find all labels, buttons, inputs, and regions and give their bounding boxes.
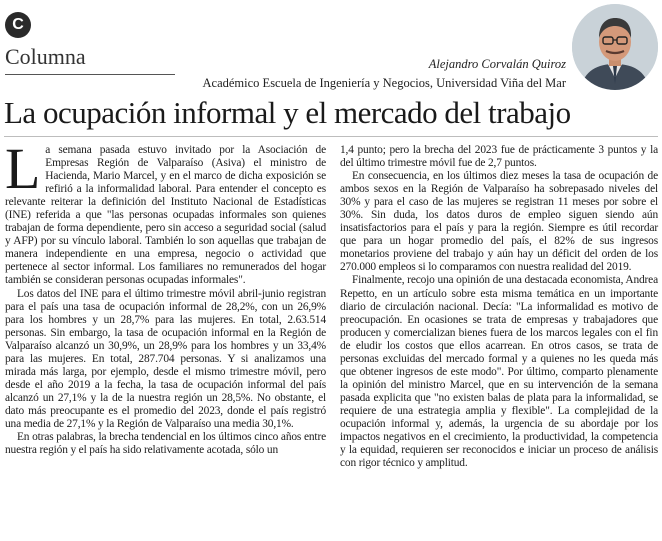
author-photo <box>572 4 658 90</box>
paragraph: En consecuencia, en los últimos diez meses la tasa de ocupación de ambos sexos en la Región de Valparaíso ha sobrepasado niveles del 30% y para el caso de las mujeres se registran 11 meses por sobre el 30%. Sin duda, los datos duros de empleo siguen siendo aún insatisfactorios para el país y para la región. Siempre es útil recordar que para un hogar promedio del país, el 82% de sus ingresos monetarios proviene del trabajo y aún hay un déficit del orden de los 270.000 empleos si lo comparamos con nuestra realidad del 2019. <box>340 170 658 274</box>
drop-cap: L <box>5 136 41 201</box>
author-portrait-image <box>572 4 658 90</box>
paragraph: Los datos del INE para el último trimestre móvil abril-junio registran para el país una tasa de ocupación informal de 28,2%, con un 26,9% para los hombres y un 28,7% para las mujeres. En total, 2.63.514 personas. Sin embargo, la tasa de ocupación informal en la Región de Valparaíso alcanzó un 30,9%, un 28,9% para los hombres y un 33,4% para las mujeres. En total, 287.704 personas. Y si analizamos una mirada más larga, por ejemplo, desde el mismo trimestre móvil, pero desde el año 2019 a la fecha, la tasa de ocupación informal del país alcanzó un 27,1% y la de la nuestra región un 28,5%. No obstante, el dato más preocupante es el promedio del 2023, donde el país registró una media de 27,1% y la Región de Valparaíso una media 30,1%. <box>5 287 326 430</box>
headline-divider <box>4 136 658 137</box>
section-label: Columna <box>5 44 86 69</box>
article-column-1 <box>5 136 326 457</box>
paragraph-text: a semana pasada estuvo invitado por la Asociación de Empresas Región de Valparaíso (Asiva) el ministro de Hacienda, Mario Marcel, y en el marco de dicha exposición se refirió a la informalidad laboral. Para entender el concepto es relevante reiterar la definición del Instituto Nacional de Estadísticas (INE) referida a que "las personas ocupadas informales son quienes trabajan de forma dependiente, pero sin acceso a seguridad social (salud y AFP) por su vínculo laboral. También lo son aquellas que trabajan de manera independiente en una empresa, negocio o actividad que pertenece al sector informal. Los familiares no remunerados del hogar también se consideran personas ocupadas informales". <box>5 144 326 287</box>
column-badge: C <box>5 12 31 38</box>
paragraph: Finalmente, recojo una opinión de una destacada economista, Andrea Repetto, en un artículo sobre esta misma temática en un importante diario de circulación nacional. Decía: "La informalidad es motivo de preocupación. En ocasiones se trata de empresas y trabajadores que producen y comercializan bienes fuera de los marcos legales con el fin de eludir los costos que ellos acarrean. En otros casos, se trata de personas excluidas del mercado formal y a quienes no les queda más que obtener ingresos de este modo". Por último, comparto plenamente la opinión del ministro Marcel, que en su intervención de la semana pasada explicita que "no existen balas de plata para la informalidad, se requiere de una estrategia amplia y flexible". La complejidad de la ocupación informal y, además, la urgencia de su abordaje por los impactos negativos en el crecimiento, la productividad, la competencia y la equidad, requieren ser reconocidos e iniciar un proceso de análisis con rigor técnico y amplitud. <box>340 274 658 470</box>
headline: La ocupación informal y el mercado del trabajo <box>4 95 571 130</box>
article-column-2 <box>340 144 658 470</box>
section-divider <box>5 74 175 75</box>
paragraph: 1,4 punto; pero la brecha del 2023 fue de prácticamente 3 puntos y la del último trimestre móvil fue de 2,7 puntos. <box>340 144 658 170</box>
paragraph <box>5 136 326 288</box>
author-affiliation: Académico Escuela de Ingeniería y Negocios, Universidad Viña del Mar <box>202 76 566 90</box>
paragraph: En otras palabras, la brecha tendencial en los últimos cinco años entre nuestra región y el país ha sido relativamente acotada, sólo un <box>5 431 326 457</box>
author-name: Alejandro Corvalán Quiroz <box>428 57 566 71</box>
